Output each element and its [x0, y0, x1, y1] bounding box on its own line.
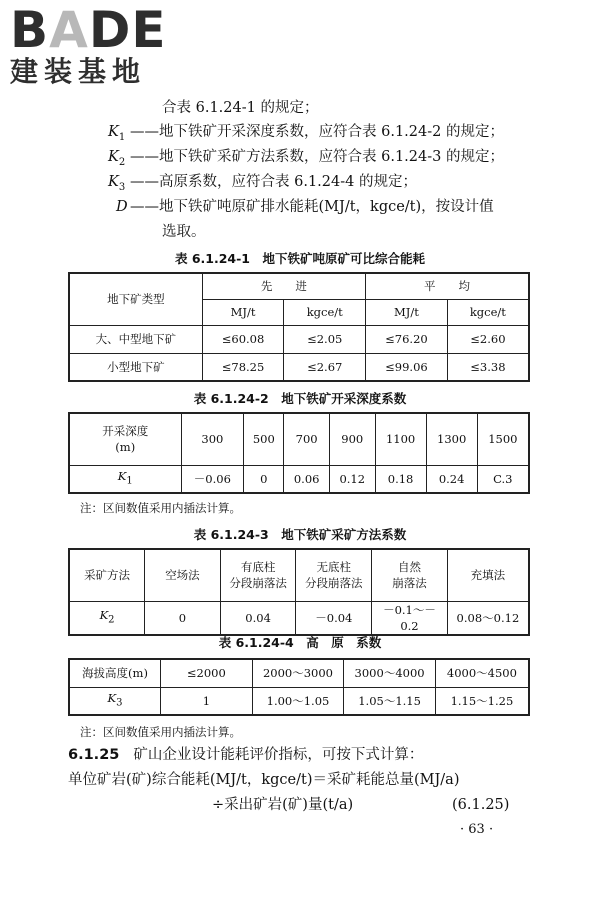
table4-caption: 表 6.1.24-4 高 原 系数 — [218, 635, 382, 650]
table3-method: 无底柱 分段崩落法 — [296, 549, 372, 601]
table2-cell: 0.18 — [375, 465, 426, 493]
table1-unit: kgce/t — [447, 299, 529, 325]
table-row — [69, 687, 529, 715]
table4-altitude-header: 海拔高度(m) — [69, 659, 161, 687]
intro-line: 合表 6.1.24-1 的规定； — [162, 100, 319, 116]
table2-cell: 0.24 — [426, 465, 477, 493]
section-6-1-25-heading — [68, 745, 423, 765]
table4-altitude: 2000～3000 — [252, 659, 344, 687]
table1-cell: ≤78.25 — [202, 353, 284, 381]
param-k2: $K_2$ ——地下铁矿采矿方法系数，应符合表 6.1.24-3 的规定； — [108, 149, 504, 168]
logo-wordmark: BADE — [10, 1, 167, 59]
table1-cell: ≤99.06 — [366, 353, 448, 381]
table2-cell: 0.12 — [329, 465, 375, 493]
table3-cell: 0 — [145, 601, 221, 635]
table2-note: 注：区间数值采用内插法计算。 — [80, 501, 241, 515]
table2-cell: 0 — [244, 465, 284, 493]
table2-caption: 表 6.1.24-2 地下铁矿开采深度系数 — [193, 391, 407, 406]
table1-cell: ≤2.60 — [447, 325, 529, 353]
section-title: 矿山企业设计能耗评价指标，可按下式计算： — [133, 747, 424, 763]
table2-depth: 1300 — [426, 413, 477, 465]
table2-depth: 300 — [181, 413, 244, 465]
table3-cell: －0.04 — [296, 601, 372, 635]
table4-row-symbol: $K_3$ — [69, 687, 161, 715]
table-row — [69, 325, 529, 353]
table4-altitude: 3000～4000 — [344, 659, 436, 687]
table1-unit: MJ/t — [202, 299, 284, 325]
table1-group-advanced: 先 进 — [202, 273, 365, 299]
table1-unit: kgce/t — [284, 299, 366, 325]
table3-method: 空场法 — [145, 549, 221, 601]
table1-cell: ≤3.38 — [447, 353, 529, 381]
table1-cell: ≤60.08 — [202, 325, 284, 353]
table3-cell: 0.08～0.12 — [447, 601, 529, 635]
table2-depth: 1500 — [477, 413, 529, 465]
table3-row-symbol: $K_2$ — [69, 601, 145, 635]
table2-cell: C.3 — [477, 465, 529, 493]
table3-cell: －0.1～－0.2 — [372, 601, 448, 635]
table3-method: 自然 崩落法 — [372, 549, 448, 601]
table1-cell: ≤76.20 — [366, 325, 448, 353]
table1-type-header: 地下矿类型 — [69, 273, 202, 325]
table2-depth: 1100 — [375, 413, 426, 465]
table1-caption: 表 6.1.24-1 地下铁矿吨原矿可比综合能耗 — [174, 251, 426, 266]
table1-cell: ≤2.05 — [284, 325, 366, 353]
table4-cell: 1.15～1.25 — [435, 687, 529, 715]
equation-number: (6.1.25) — [452, 797, 510, 813]
table2-cell: 0.06 — [284, 465, 330, 493]
table1-row-type: 小型地下矿 — [69, 353, 202, 381]
table3-method: 有底柱 分段崩落法 — [220, 549, 296, 601]
table3-method-header: 采矿方法 — [69, 549, 145, 601]
table4-altitude: ≤2000 — [161, 659, 253, 687]
table2-depth: 900 — [329, 413, 375, 465]
table4-cell: 1.05～1.15 — [344, 687, 436, 715]
logo-subtitle: 建装基地 — [10, 55, 147, 88]
section-number: 6.1.25 — [68, 747, 120, 763]
table2-row-symbol: $K_1$ — [69, 465, 181, 493]
table1-row-type: 大、中型地下矿 — [69, 325, 202, 353]
table-6-1-24-4 — [68, 658, 530, 716]
table-6-1-24-1 — [68, 272, 530, 382]
formula-line-1: 单位矿岩(矿)综合能耗(MJ/t，kgce/t)＝采矿耗能总量(MJ/a) — [68, 772, 460, 788]
table-6-1-24-3 — [68, 548, 530, 636]
table2-depth: 700 — [284, 413, 330, 465]
table-row — [69, 353, 529, 381]
table4-altitude: 4000～4500 — [435, 659, 529, 687]
table1-group-average: 平 均 — [366, 273, 529, 299]
formula-line-2: ÷采出矿岩(矿)量(t/a) — [212, 797, 354, 813]
table2-depth: 500 — [244, 413, 284, 465]
table4-cell: 1.00～1.05 — [252, 687, 344, 715]
param-k1: $K_1$ ——地下铁矿开采深度系数，应符合表 6.1.24-2 的规定； — [108, 124, 504, 143]
param-k3: $K_3$ ——高原系数，应符合表 6.1.24-4 的规定； — [108, 174, 417, 193]
site-logo — [10, 1, 167, 88]
table4-cell: 1 — [161, 687, 253, 715]
table1-unit: MJ/t — [366, 299, 448, 325]
table3-caption: 表 6.1.24-3 地下铁矿采矿方法系数 — [193, 527, 407, 542]
table2-cell: －0.06 — [181, 465, 244, 493]
page-number: · 63 · — [460, 822, 494, 837]
param-d: D ——地下铁矿吨原矿排水能耗(MJ/t，kgce/t)，按设计值 — [116, 199, 494, 215]
table3-method: 充填法 — [447, 549, 529, 601]
table-row — [69, 601, 529, 635]
table3-cell: 0.04 — [220, 601, 296, 635]
table2-depth-header: 开采深度 (m) — [69, 413, 181, 465]
table-6-1-24-2 — [68, 412, 530, 494]
table-row — [69, 465, 529, 493]
table1-cell: ≤2.67 — [284, 353, 366, 381]
table4-note: 注：区间数值采用内插法计算。 — [80, 725, 241, 739]
param-d-continuation: 选取。 — [162, 224, 206, 240]
